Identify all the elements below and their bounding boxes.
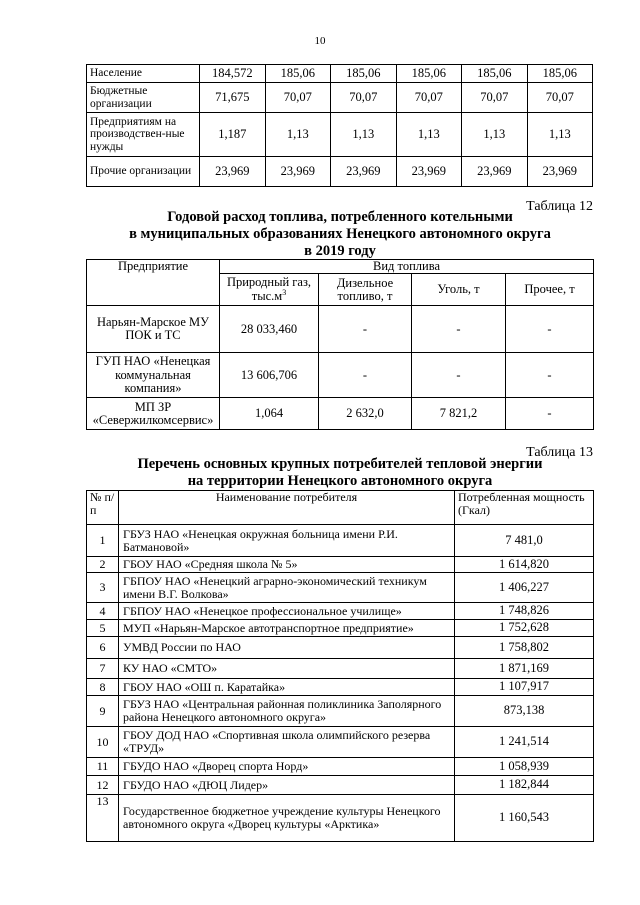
- diesel-value: -: [319, 353, 412, 398]
- power-value: 1 406,227: [455, 573, 594, 603]
- cell-value: 23,969: [462, 157, 528, 187]
- header-diesel: Дизельное топливо, т: [319, 274, 412, 306]
- cell-value: 1,13: [396, 113, 462, 157]
- consumer-name: Государственное бюджетное учреждение культуры Ненецкого автономного округа «Дворец культуры «Арктика»: [119, 795, 455, 842]
- table-row: [87, 83, 593, 113]
- cell-value: 70,07: [331, 83, 397, 113]
- power-value: 1 871,169: [455, 659, 594, 679]
- cell-value: 1,13: [331, 113, 397, 157]
- cell-value: 1,13: [462, 113, 528, 157]
- page-number: 10: [314, 35, 326, 47]
- cell-value: 23,969: [265, 157, 331, 187]
- row-label: Прочие организации: [87, 157, 200, 187]
- enterprise-name: Нарьян-Марское МУ ПОК и ТС: [87, 306, 220, 353]
- row-number: 13: [87, 795, 119, 842]
- title-line: в 2019 году: [304, 243, 376, 259]
- cell-value: 185,06: [331, 65, 397, 83]
- consumer-name: МУП «Нарьян-Марское автотранспортное предприятие»: [119, 620, 455, 637]
- table-row: [87, 679, 594, 696]
- superscript: 3: [282, 288, 287, 298]
- table-13-label: Таблица 13: [526, 445, 593, 460]
- power-value: 1 160,543: [455, 795, 594, 842]
- other-value: -: [506, 353, 594, 398]
- row-label: Предприятиям на производствен-ные нужды: [87, 113, 200, 157]
- row-number: 12: [87, 776, 119, 795]
- title-line: Перечень основных крупных потребителей тепловой энергии: [137, 456, 543, 472]
- table-12-title: [80, 209, 600, 260]
- header-enterprise: Предприятие: [87, 260, 220, 306]
- heat-consumers-table: [86, 490, 594, 842]
- cell-value: 23,969: [396, 157, 462, 187]
- consumer-name: ГБПОУ НАО «Ненецкий аграрно-экономический техникум имени В.Г. Волкова»: [119, 573, 455, 603]
- table-row: [87, 525, 594, 557]
- coal-value: 7 821,2: [412, 398, 506, 430]
- cell-value: 1,13: [265, 113, 331, 157]
- consumer-name: ГБУЗ НАО «Центральная районная поликлиника Заполярного района Ненецкого автономного округа»: [119, 696, 455, 727]
- cell-value: 70,07: [265, 83, 331, 113]
- row-number: 1: [87, 525, 119, 557]
- cell-value: 1,13: [527, 113, 593, 157]
- consumer-name: ГБОУ НАО «ОШ п. Каратайка»: [119, 679, 455, 696]
- row-number: 2: [87, 557, 119, 573]
- cell-value: 184,572: [200, 65, 266, 83]
- consumer-name: УМВД России по НАО: [119, 637, 455, 659]
- row-number: 4: [87, 603, 119, 620]
- enterprise-name: МП ЗР «Севержилкомсервис»: [87, 398, 220, 430]
- cell-value: 185,06: [265, 65, 331, 83]
- power-value: 1 614,820: [455, 557, 594, 573]
- table-row: [87, 758, 594, 776]
- title-line: в муниципальных образованиях Ненецкого автономного округа: [129, 226, 551, 242]
- fuel-consumption-table: [86, 259, 594, 430]
- gas-value: 13 606,706: [220, 353, 319, 398]
- table-header-row: [87, 491, 594, 525]
- table-13-title: [80, 456, 600, 490]
- cell-value: 185,06: [396, 65, 462, 83]
- cell-value: 185,06: [462, 65, 528, 83]
- row-number: 6: [87, 637, 119, 659]
- table-row: [87, 620, 594, 637]
- diesel-value: -: [319, 306, 412, 353]
- cell-value: 23,969: [527, 157, 593, 187]
- consumer-name: ГБПОУ НАО «Ненецкое профессиональное училище»: [119, 603, 455, 620]
- header-gas-text: Природный газ, тыс.м: [226, 274, 312, 304]
- consumer-name: ГБУЗ НАО «Ненецкая окружная больница имени Р.И. Батмановой»: [119, 525, 455, 557]
- cell-value: 70,07: [527, 83, 593, 113]
- cell-value: 1,187: [200, 113, 266, 157]
- table-header-row: [87, 260, 594, 274]
- row-label: Бюджетные организации: [87, 83, 200, 113]
- row-number: 5: [87, 620, 119, 637]
- other-value: -: [506, 306, 594, 353]
- cell-value: 185,06: [527, 65, 593, 83]
- header-num: № п/п: [87, 491, 119, 525]
- header-fuel-type: Вид топлива: [220, 260, 594, 274]
- table-row: [87, 603, 594, 620]
- other-value: -: [506, 398, 594, 430]
- cell-value: 23,969: [331, 157, 397, 187]
- consumer-name: ГБОУ НАО «Средняя школа № 5»: [119, 557, 455, 573]
- table-row: [87, 659, 594, 679]
- power-value: 1 758,802: [455, 637, 594, 659]
- row-number: 11: [87, 758, 119, 776]
- consumer-name: ГБУДО НАО «ДЮЦ Лидер»: [119, 776, 455, 795]
- table-row: [87, 306, 594, 353]
- table-row: [87, 727, 594, 758]
- header-power: Потребленная мощность (Гкал): [455, 491, 594, 525]
- power-value: 1 107,917: [455, 679, 594, 696]
- power-value: 7 481,0: [455, 525, 594, 557]
- power-value: 873,138: [455, 696, 594, 727]
- consumption-table-continued: [86, 64, 593, 187]
- table-row: [87, 353, 594, 398]
- row-number: 10: [87, 727, 119, 758]
- row-number: 9: [87, 696, 119, 727]
- cell-value: 70,07: [462, 83, 528, 113]
- table-12-label: Таблица 12: [526, 199, 593, 214]
- power-value: 1 182,844: [455, 776, 594, 795]
- table-row: [87, 795, 594, 842]
- power-value: 1 752,628: [455, 620, 594, 637]
- title-line: Годовой расход топлива, потребленного котельными: [167, 209, 513, 225]
- row-number: 7: [87, 659, 119, 679]
- power-value: 1 241,514: [455, 727, 594, 758]
- title-line: на территории Ненецкого автономного округа: [187, 473, 493, 489]
- cell-value: 71,675: [200, 83, 266, 113]
- coal-value: -: [412, 306, 506, 353]
- table-row: [87, 113, 593, 157]
- table-row: [87, 696, 594, 727]
- row-number: 3: [87, 573, 119, 603]
- diesel-value: 2 632,0: [319, 398, 412, 430]
- header-coal: Уголь, т: [412, 274, 506, 306]
- table-row: [87, 398, 594, 430]
- header-gas: [220, 274, 319, 306]
- table-row: [87, 637, 594, 659]
- header-other: Прочее, т: [506, 274, 594, 306]
- enterprise-name: ГУП НАО «Ненецкая коммунальная компания»: [87, 353, 220, 398]
- cell-value: 23,969: [200, 157, 266, 187]
- consumer-name: КУ НАО «СМТО»: [119, 659, 455, 679]
- table-row: [87, 157, 593, 187]
- consumer-name: ГБУДО НАО «Дворец спорта Норд»: [119, 758, 455, 776]
- table-row: [87, 557, 594, 573]
- table-row: [87, 776, 594, 795]
- cell-value: 70,07: [396, 83, 462, 113]
- power-value: 1 748,826: [455, 603, 594, 620]
- table-row: [87, 65, 593, 83]
- coal-value: -: [412, 353, 506, 398]
- row-label: Население: [87, 65, 200, 83]
- power-value: 1 058,939: [455, 758, 594, 776]
- header-name: Наименование потребителя: [119, 491, 455, 525]
- row-number: 8: [87, 679, 119, 696]
- consumer-name: ГБОУ ДОД НАО «Спортивная школа олимпийского резерва «ТРУД»: [119, 727, 455, 758]
- table-row: [87, 573, 594, 603]
- gas-value: 1,064: [220, 398, 319, 430]
- gas-value: 28 033,460: [220, 306, 319, 353]
